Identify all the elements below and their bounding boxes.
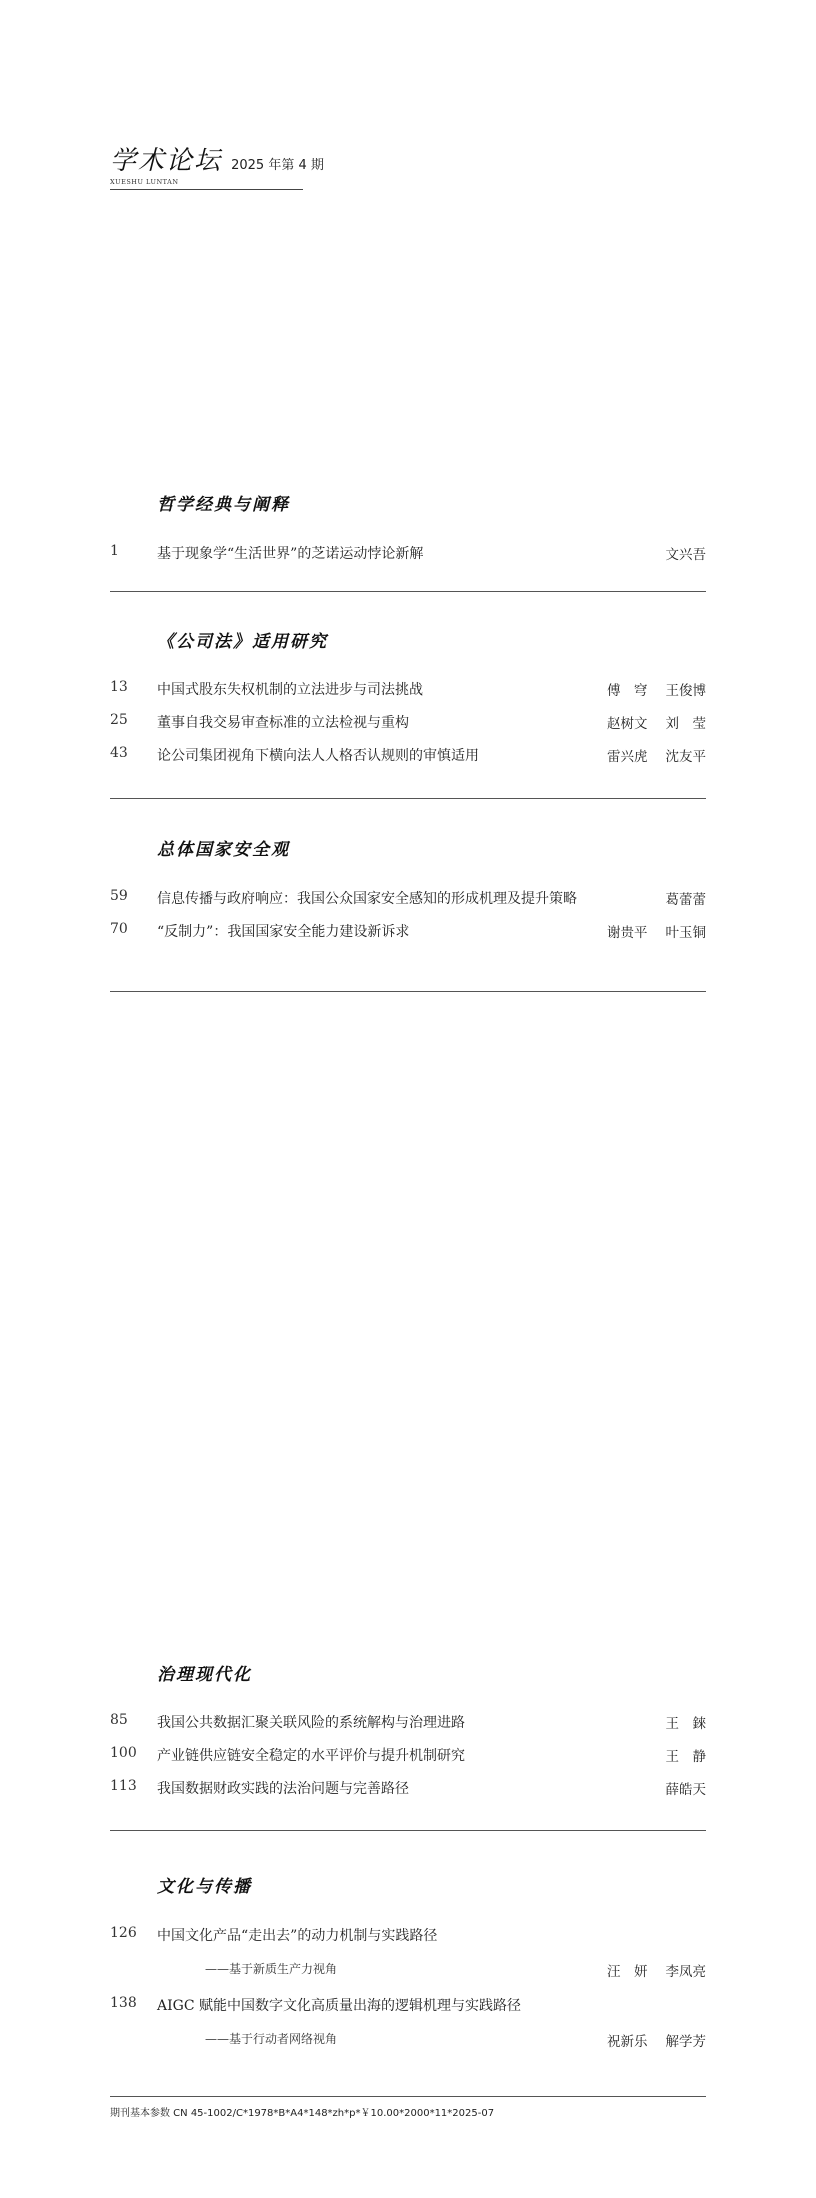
toc-subtitle-row bbox=[110, 2030, 706, 2050]
section-divider bbox=[110, 798, 706, 799]
page-number: 138 bbox=[110, 1995, 137, 2011]
toc-entry[interactable] bbox=[110, 1778, 706, 1800]
footer-divider bbox=[110, 2096, 706, 2097]
toc-entry[interactable] bbox=[110, 888, 706, 910]
section-governance bbox=[110, 1660, 706, 1798]
journal-header bbox=[110, 140, 324, 190]
page-number: 113 bbox=[110, 1778, 137, 1794]
page-number: 13 bbox=[110, 679, 128, 695]
page-number: 1 bbox=[110, 543, 119, 559]
page-number: 59 bbox=[110, 888, 128, 904]
section-divider bbox=[110, 1830, 706, 1831]
article-authors: 谢贵平 叶玉铜 bbox=[607, 925, 706, 941]
section-title: 哲学经典与阐释 bbox=[157, 495, 290, 515]
page-number: 70 bbox=[110, 921, 128, 937]
article-title[interactable]: 产业链供应链安全稳定的水平评价与提升机制研究 bbox=[157, 1748, 465, 1764]
article-title[interactable]: 论公司集团视角下横向法人人格否认规则的审慎适用 bbox=[157, 748, 479, 764]
article-title[interactable]: 我国数据财政实践的法治问题与完善路径 bbox=[157, 1781, 409, 1797]
toc-entry[interactable] bbox=[110, 1712, 706, 1734]
section-national-security bbox=[110, 835, 706, 941]
toc-entry[interactable] bbox=[110, 712, 706, 734]
section-divider bbox=[110, 991, 706, 992]
section-company-law bbox=[110, 627, 706, 765]
header-rule bbox=[110, 189, 303, 190]
toc-subtitle-row bbox=[110, 1960, 706, 1980]
page-number: 85 bbox=[110, 1712, 128, 1728]
article-title[interactable]: 基于现象学“生活世界”的芝诺运动悖论新解 bbox=[157, 546, 424, 562]
section-title: 总体国家安全观 bbox=[157, 840, 290, 860]
journal-parameters: 期刊基本参数 CN 45-1002/C*1978*B*A4*148*zh*p*￥10.00*2000*11*2025-07 bbox=[110, 2108, 495, 2119]
toc-entry[interactable] bbox=[110, 921, 706, 943]
toc-entry[interactable] bbox=[110, 679, 706, 701]
article-title[interactable]: 中国式股东失权机制的立法进步与司法挑战 bbox=[157, 682, 423, 698]
article-authors: 王 静 bbox=[665, 1749, 706, 1765]
section-title: 文化与传播 bbox=[157, 1877, 252, 1897]
article-authors: 王 錸 bbox=[665, 1716, 706, 1732]
section-philosophy bbox=[110, 490, 706, 563]
article-subtitle: ——基于新质生产力视角 bbox=[205, 1962, 338, 1976]
article-title[interactable]: 信息传播与政府响应：我国公众国家安全感知的形成机理及提升策略 bbox=[157, 891, 577, 907]
article-authors: 傅 穹 王俊博 bbox=[607, 683, 706, 699]
journal-logo: 学术论坛 bbox=[110, 146, 223, 176]
journal-logo-pinyin: XUESHU LUNTAN bbox=[110, 178, 179, 186]
article-title[interactable]: 我国公共数据汇聚关联风险的系统解构与治理进路 bbox=[157, 1715, 465, 1731]
toc-entry[interactable] bbox=[110, 1925, 706, 1947]
article-subtitle: ——基于行动者网络视角 bbox=[205, 2032, 338, 2046]
toc-entry[interactable] bbox=[110, 1995, 706, 2017]
article-title[interactable]: 中国文化产品“走出去”的动力机制与实践路径 bbox=[157, 1928, 438, 1944]
section-title: 治理现代化 bbox=[157, 1665, 252, 1685]
section-culture-communication bbox=[110, 1872, 706, 2050]
article-authors: 赵树文 刘 莹 bbox=[607, 716, 706, 732]
page-number: 43 bbox=[110, 745, 128, 761]
toc-entry[interactable] bbox=[110, 543, 706, 565]
article-authors: 薛皓天 bbox=[665, 1782, 706, 1798]
article-title[interactable]: “反制力”：我国国家安全能力建设新诉求 bbox=[157, 924, 410, 940]
article-title[interactable]: AIGC 赋能中国数字文化高质量出海的逻辑机理与实践路径 bbox=[157, 1998, 521, 2014]
page-number: 100 bbox=[110, 1745, 137, 1761]
issue-label: 2025 年第 4 期 bbox=[231, 158, 324, 173]
toc-entry[interactable] bbox=[110, 1745, 706, 1767]
article-title[interactable]: 董事自我交易审查标准的立法检视与重构 bbox=[157, 715, 409, 731]
section-title: 《公司法》适用研究 bbox=[157, 632, 328, 652]
page-number: 25 bbox=[110, 712, 128, 728]
page-number: 126 bbox=[110, 1925, 137, 1941]
article-authors: 汪 妍 李凤亮 bbox=[607, 1964, 706, 1980]
article-authors: 祝新乐 解学芳 bbox=[607, 2034, 706, 2050]
article-authors: 葛蕾蕾 bbox=[665, 892, 706, 908]
toc-entry[interactable] bbox=[110, 745, 706, 767]
article-authors: 雷兴虎 沈友平 bbox=[607, 749, 706, 765]
section-divider bbox=[110, 591, 706, 592]
article-authors: 文兴吾 bbox=[665, 547, 706, 563]
